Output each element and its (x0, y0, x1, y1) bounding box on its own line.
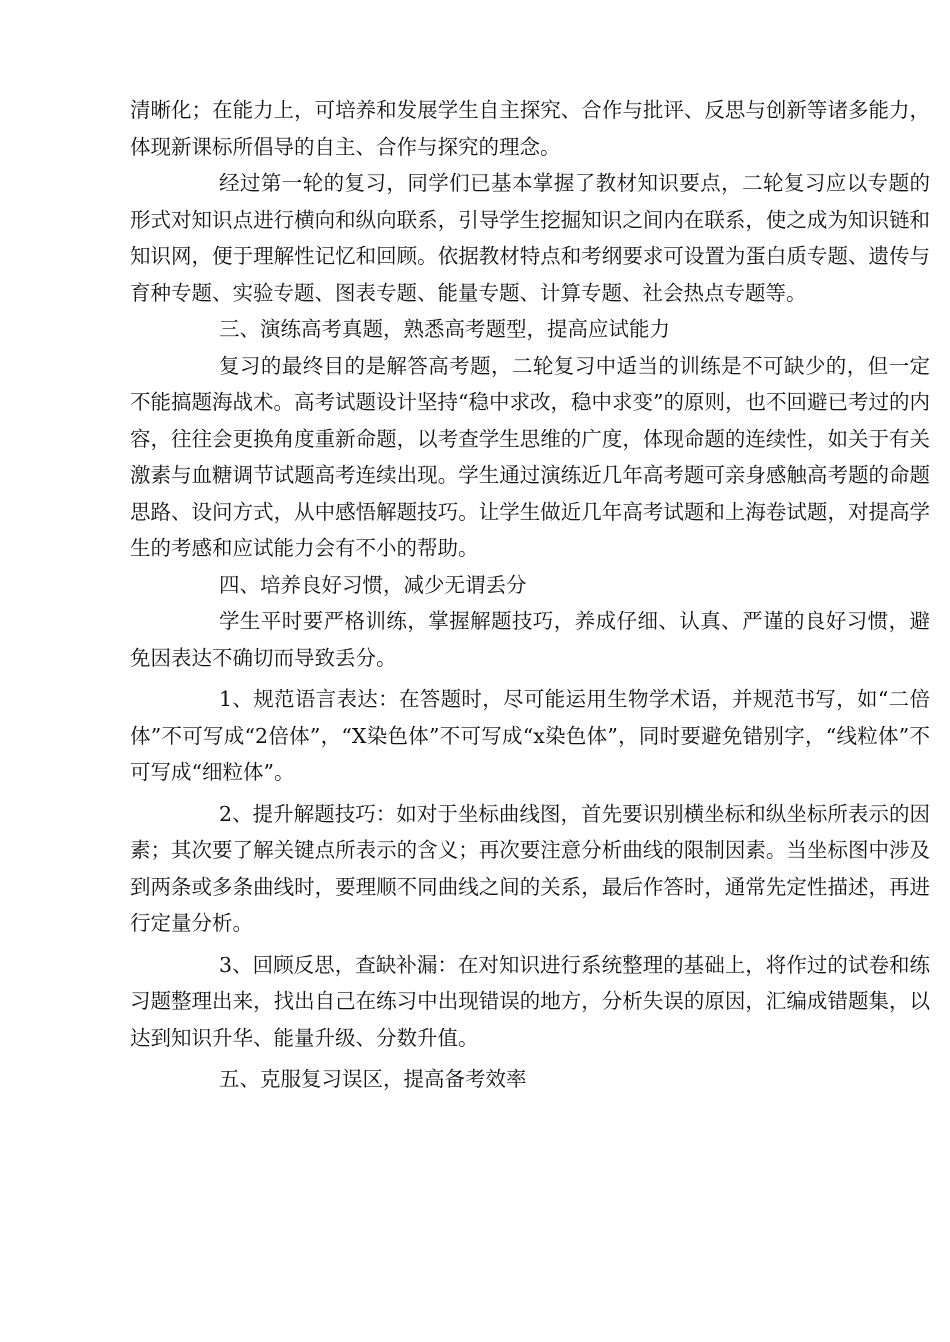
paragraph-review-topics: 经过第一轮的复习，同学们已基本掌握了教材知识要点，二轮复习应以专题的形式对知识点进行横向和纵向联系，引导学生挖掘知识之间内在联系，使之成为知识链和知识网，便于理解性记忆和回顾。依据教材特点和考纲要求可设置为蛋白质专题、遗传与育种专题、实验专题、图表专题、能量专题、计算专题、社会热点专题等。 (130, 171, 930, 305)
section-heading-4: 四、培养良好习惯，减少无谓丢分 (219, 572, 527, 597)
paragraph-good-habits: 学生平时要严格训练，掌握解题技巧，养成仔细、认真、严谨的良好习惯，避免因表达不确切而导致丢分。 (130, 609, 930, 670)
list-item-2-skills: 2、提升解题技巧：如对于坐标曲线图，首先要识别横坐标和纵坐标所表示的因素；其次要了解关键点所表示的含义；再次要注意分析曲线的限制因素。当坐标图中涉及到两条或多条曲线时，要理顺不同曲线之间的关系，最后作答时，通常先定性描述，再进行定量分析。 (130, 801, 930, 935)
list-item-1-language: 1、规范语言表达：在答题时，尽可能运用生物学术语，并规范书写，如“二倍体”不可写成“2倍体”，“X染色体”不可写成“x染色体”，同时要避免错别字，“线粒体”不可写成“细粒体”。 (130, 687, 930, 784)
list-item-3-reflection: 3、回顾反思，查缺补漏：在对知识进行系统整理的基础上，将作过的试卷和练习题整理出来，找出自己在练习中出现错误的地方，分析失误的原因，汇编成错题集，以达到知识升华、能量升级、分数升值。 (130, 952, 930, 1050)
paragraph-exam-practice: 复习的最终目的是解答高考题，二轮复习中适当的训练是不可缺少的，但一定不能搞题海战术。高考试题设计坚持“稳中求改，稳中求变”的原则，也不回避已考过的内容，往往会更换角度重新命题，以考查学生思维的广度，体现命题的连续性，如关于有关激素与血糖调节试题高考连续出现。学生通过演练近几年高考题可亲身感触高考题的命题思路、设问方式，从中感悟解题技巧。让学生做近几年高考试题和上海卷试题，对提高学生的考感和应试能力会有不小的帮助。 (130, 353, 930, 560)
section-heading-5: 五、克服复习误区，提高备考效率 (219, 1067, 527, 1091)
document-body (130, 92, 930, 1098)
paragraph-continuation: 清晰化；在能力上，可培养和发展学生自主探究、合作与批评、反思与创新等诸多能力，体现新课标所倡导的自主、合作与探究的理念。 (130, 98, 930, 159)
section-heading-3: 三、演练高考真题，熟悉高考题型，提高应试能力 (219, 317, 670, 341)
